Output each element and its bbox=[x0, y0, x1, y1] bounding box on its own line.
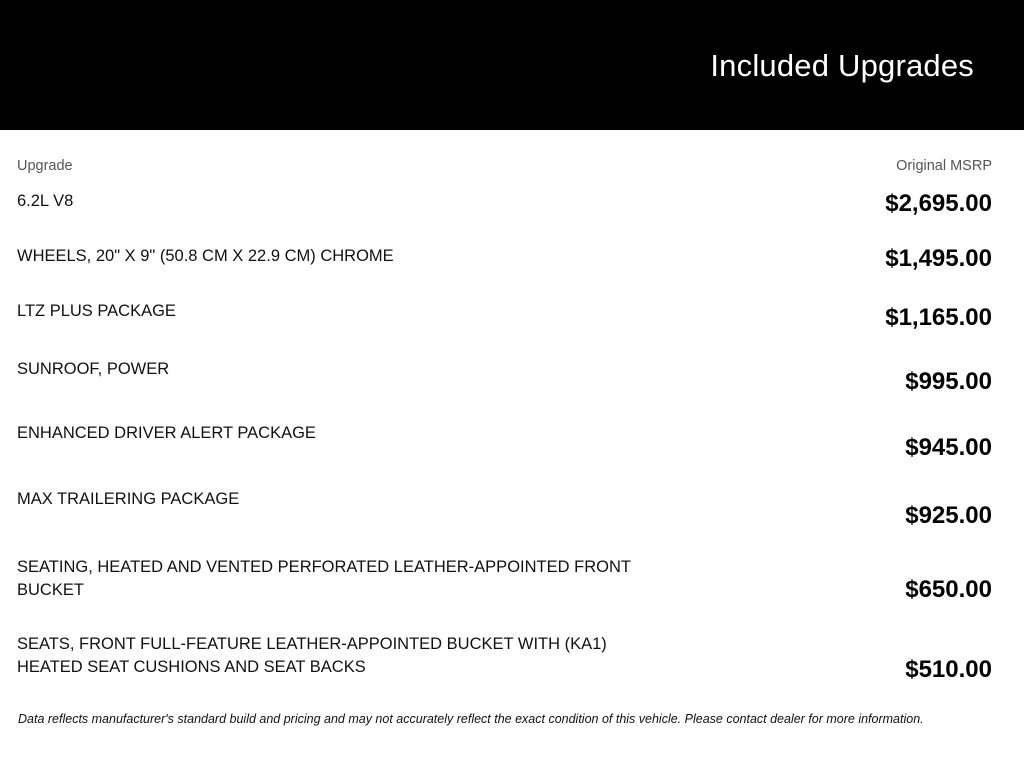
upgrade-name: MAX TRAILERING PACKAGE bbox=[17, 490, 240, 508]
upgrade-price: $945.00 bbox=[905, 434, 992, 461]
table-column-headers bbox=[16, 130, 992, 174]
upgrade-price: $1,495.00 bbox=[885, 245, 992, 272]
column-header-msrp: Original MSRP bbox=[896, 158, 992, 174]
upgrade-price: $1,165.00 bbox=[885, 304, 992, 331]
upgrade-name: SEATS, FRONT FULL-FEATURE LEATHER-APPOINTED BUCKET WITH (KA1) HEATED SEAT CUSHIONS AND SEAT BACKS bbox=[17, 634, 607, 677]
disclaimer-text: Data reflects manufacturer's standard build and pricing and may not accurately reflect the exact condition of this vehicle. Please contact dealer for more information. bbox=[18, 712, 924, 726]
page-header bbox=[0, 0, 1024, 130]
table-row bbox=[16, 422, 992, 460]
upgrade-name: ENHANCED DRIVER ALERT PACKAGE bbox=[17, 424, 316, 442]
table-row bbox=[16, 556, 992, 603]
upgrade-price: $650.00 bbox=[905, 576, 992, 603]
upgrade-name: LTZ PLUS PACKAGE bbox=[17, 302, 176, 320]
upgrade-name: SUNROOF, POWER bbox=[17, 360, 170, 378]
upgrade-price: $510.00 bbox=[905, 655, 992, 683]
upgrades-table bbox=[16, 190, 992, 682]
table-row bbox=[16, 358, 992, 394]
table-row bbox=[16, 190, 992, 216]
upgrade-name: 6.2L V8 bbox=[17, 192, 74, 210]
upgrade-name: SEATING, HEATED AND VENTED PERFORATED LEATHER-APPOINTED FRONT BUCKET bbox=[17, 558, 631, 600]
table-row bbox=[16, 300, 992, 330]
upgrade-price: $925.00 bbox=[905, 502, 992, 529]
column-header-upgrade: Upgrade bbox=[17, 158, 73, 174]
table-row bbox=[16, 488, 992, 528]
upgrades-content bbox=[0, 130, 1024, 682]
upgrade-price: $2,695.00 bbox=[885, 190, 992, 217]
table-row bbox=[16, 245, 992, 271]
upgrade-name: WHEELS, 20" X 9" (50.8 CM X 22.9 CM) CHROME bbox=[17, 247, 394, 265]
page-title: Included Upgrades bbox=[710, 47, 974, 83]
upgrade-price: $995.00 bbox=[905, 368, 992, 395]
table-row bbox=[16, 633, 992, 682]
